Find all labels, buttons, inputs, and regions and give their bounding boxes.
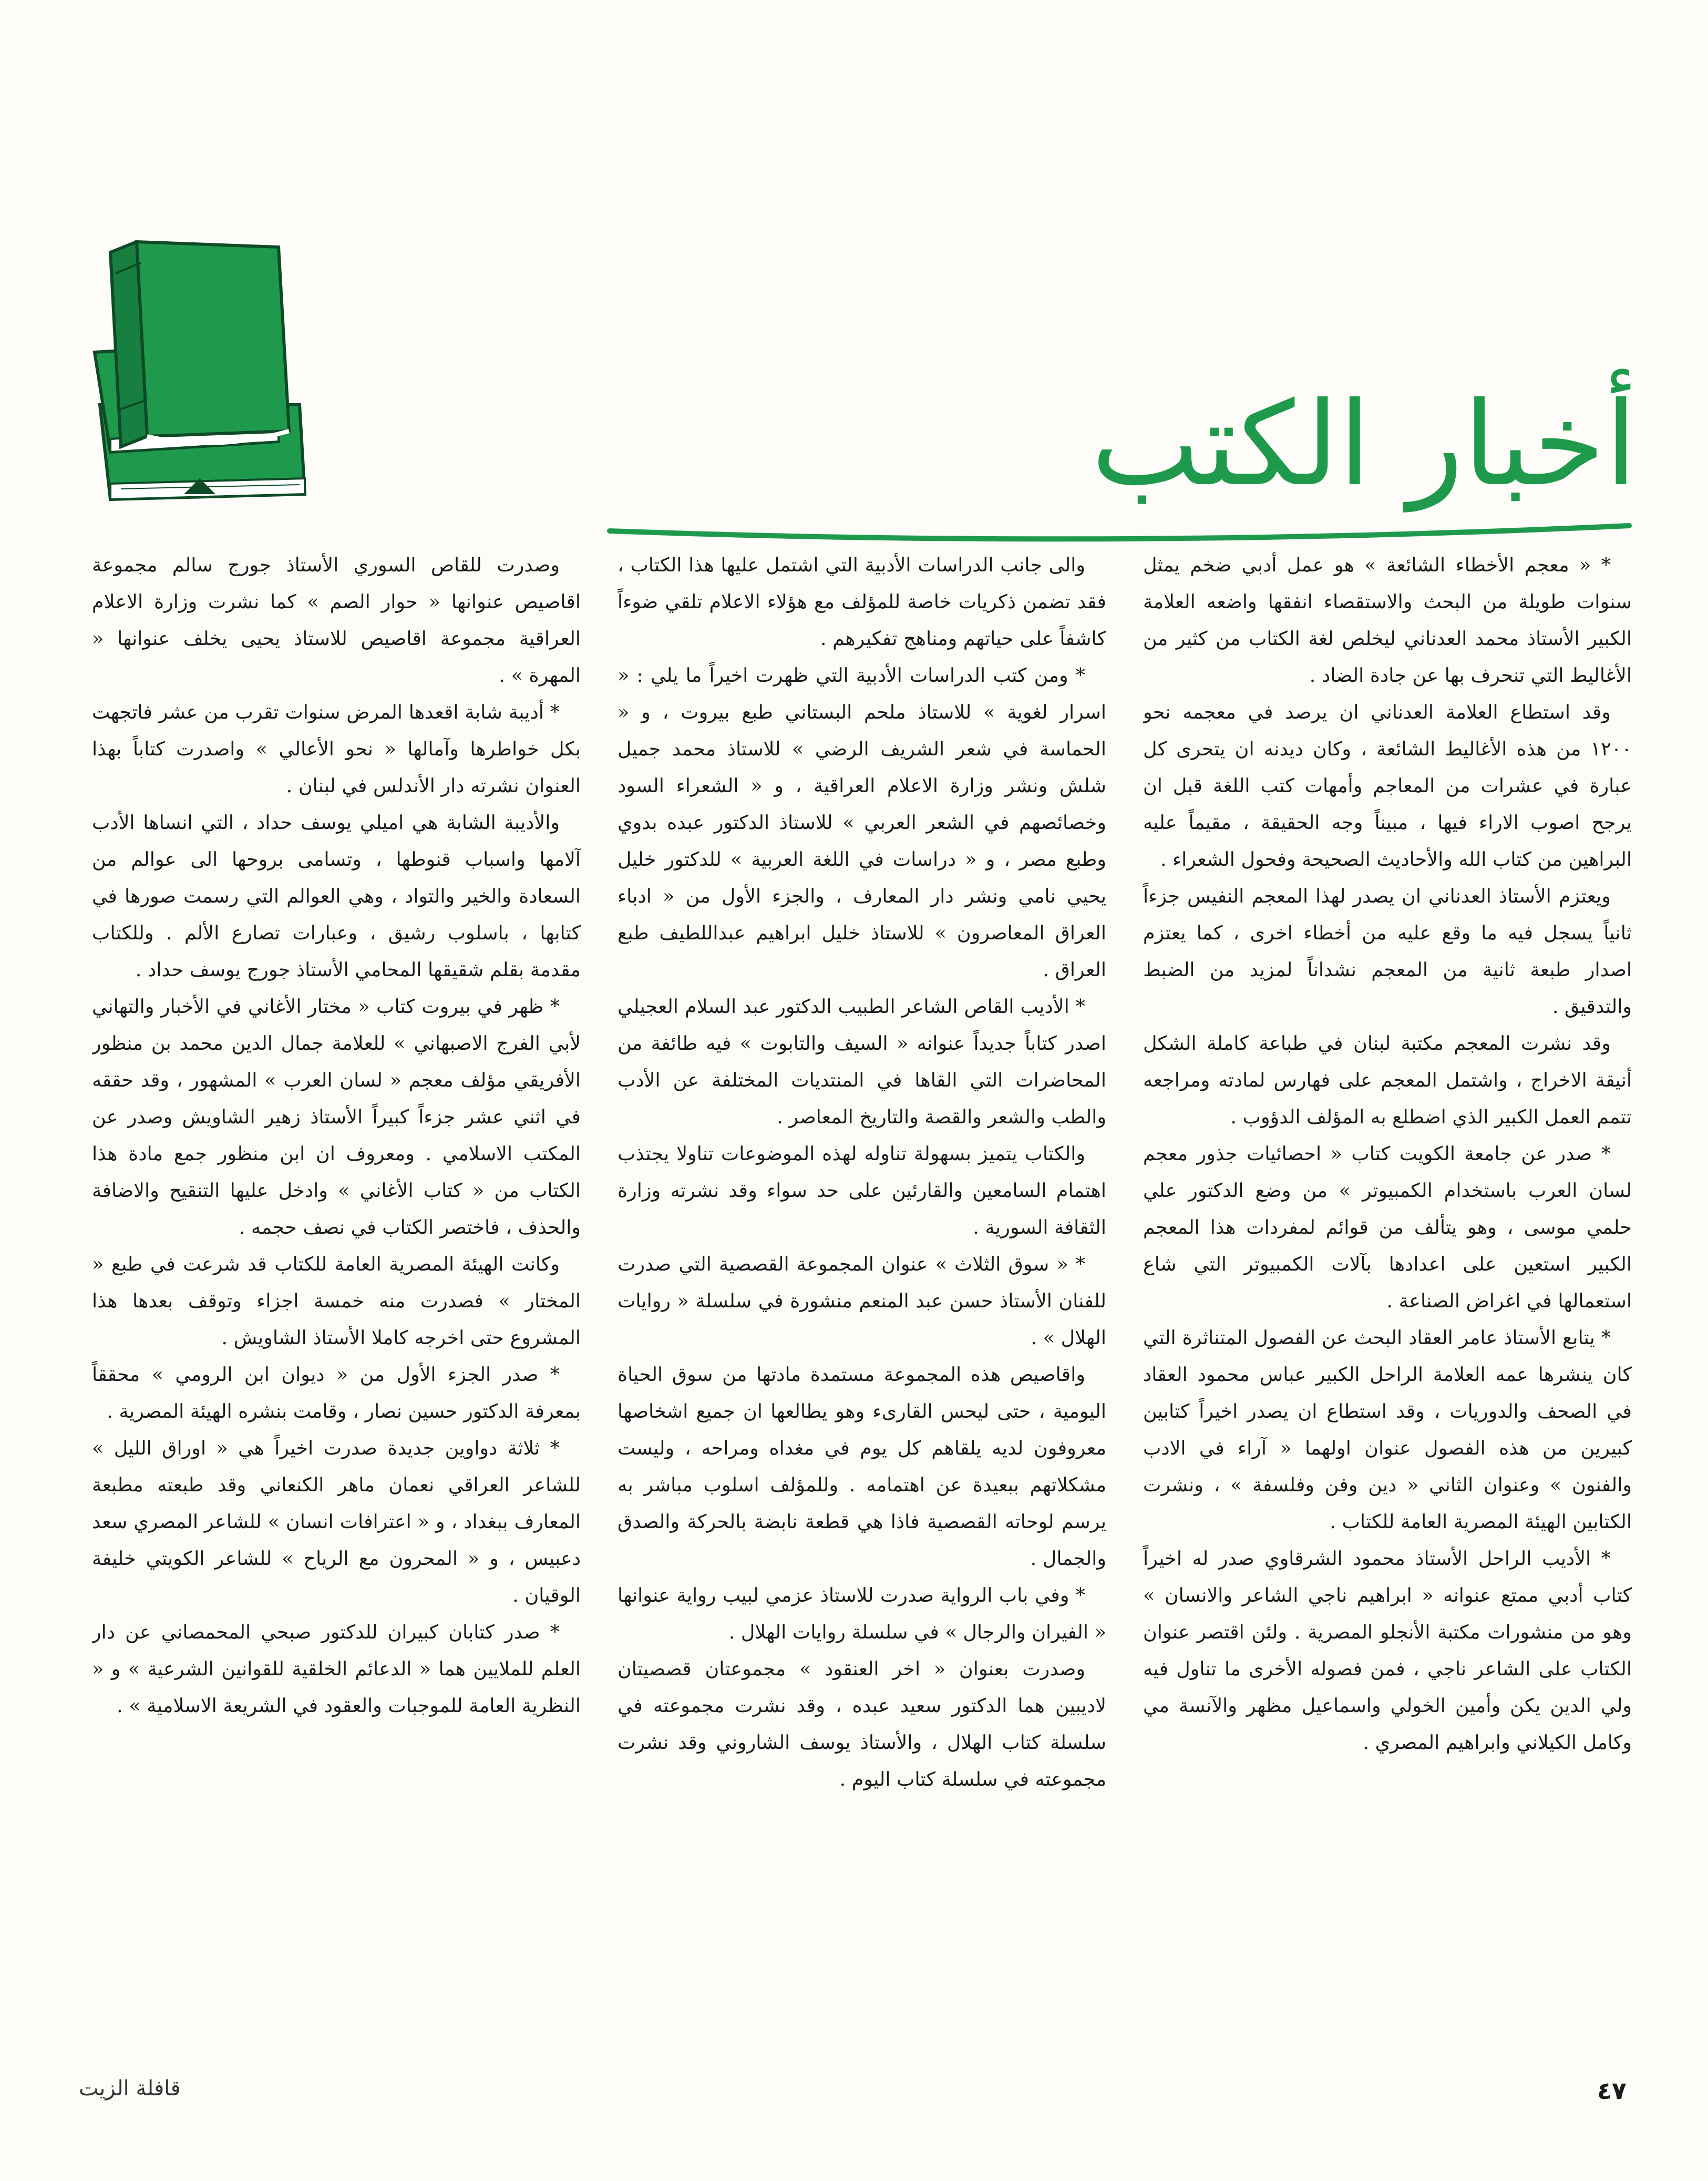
paragraph: والأديبة الشابة هي اميلي يوسف حداد ، التي انساها الأدب آلامها واسباب قنوطها ، وتسامى بروحها الى عوالم من السعادة والخير والتواد ، وهي العوالم التي رسمت صورها في كتابها ، باسلوب رشيق ، وعبارات تصارع الألم . وللكتاب مقدمة بقلم شقيقها المحامي الأستاذ جورج يوسف حداد . xyxy=(92,811,581,981)
paragraph: * يتابع الأستاذ عامر العقاد البحث عن الفصول المتناثرة التي كان ينشرها عمه العلامة الراحل الكبير عباس محمود العقاد في الصحف والدوريات ، وقد استطاع ان يصدر اخيراً كتابين كبيرين من هذه الفصول عنوان اولهما « آراء في الادب والفنون » وعنوان الثاني « دين وفن وفلسفة » ، ونشرت الكتابين الهيئة المصرية العامة للكتاب . xyxy=(1143,1326,1632,1533)
paragraph: واقاصيص هذه المجموعة مستمدة مادتها من سوق الحياة اليومية ، حتى ليحس القارىء وهو يطالعها ان جميع اشخاصها معروفون لديه يلقاهم كل يوم في مغداه ومراحه ، وليست مشكلاتهم ببعيدة عن اهتمامه . وللمؤلف اسلوب مباشر به يرسم لوحاته القصصية فاذا هي قطعة نابضة بالحركة والصدق والجمال . xyxy=(618,1363,1106,1570)
paragraph: والى جانب الدراسات الأدبية التي اشتمل عليها هذا الكتاب ، فقد تضمن ذكريات خاصة للمؤلف مع هؤلاء الاعلام تلقي ضوءاً كاشفاً على حياتهم ومناهج تفكيرهم . xyxy=(618,554,1106,650)
paragraph: * « معجم الأخطاء الشائعة » هو عمل أدبي ضخم يمثل سنوات طويلة من البحث والاستقصاء انفقها واضعه العلامة الكبير الأستاذ محمد العدناني ليخلص لغة الكتاب من كثير من الأغاليط التي تنحرف بها عن جادة الضاد . xyxy=(1143,554,1632,687)
paragraph: وقد استطاع العلامة العدناني ان يرصد في معجمه نحو ١٢٠٠ من هذه الأغاليط الشائعة ، وكان ديدنه ان يتحرى كل عبارة في عشرات من المعاجم وأمهات كتب اللغة قبل ان يرجح اصوب الاراء فيها ، مبيناً وجه الحقيقة ، مقيماً عليه البراهين من كتاب الله والأحاديث الصحيحة وفحول الشعراء . xyxy=(1143,701,1632,871)
page-number: ٤٧ xyxy=(1597,2076,1627,2105)
article-column-middle xyxy=(618,547,1106,2055)
title-underline xyxy=(604,505,1634,547)
paragraph: * أديبة شابة اقعدها المرض سنوات تقرب من عشر فاتجهت بكل خواطرها وآمالها « نحو الأعالي » واصدرت كتاباً بهذا العنوان نشرته دار الأندلس في لبنان . xyxy=(92,701,581,797)
article-column-left xyxy=(92,547,581,2055)
paragraph: * صدر كتابان كبيران للدكتور صبحي المحمصاني عن دار العلم للملايين هما « الدعائم الخلقية للقوانين الشرعية » و « النظرية العامة للموجبات والعقود في الشريعة الاسلامية » . xyxy=(92,1621,581,1717)
article-columns xyxy=(92,547,1632,2055)
page-header xyxy=(0,0,1708,526)
paragraph: * الأديب الراحل الأستاذ محمود الشرقاوي صدر له اخيراً كتاب أدبي ممتع عنوانه « ابراهيم ناجي الشاعر والانسان » وهو من منشورات مكتبة الأنجلو المصرية . ولئن اقتصر عنوان الكتاب على الشاعر ناجي ، فمن فصوله الأخرى ما تناول فيه ولي الدين يكن وأمين الخولي واسماعيل مظهر والآنسة مي وكامل الكيلاني وابراهيم المصري . xyxy=(1143,1547,1632,1754)
paragraph: وصدرت بعنوان « اخر العنقود » مجموعتان قصصيتان لاديبين هما الدكتور سعيد عبده ، وقد نشرت مجموعته في سلسلة كتاب الهلال ، والأستاذ يوسف الشاروني وقد نشرت مجموعته في سلسلة كتاب اليوم . xyxy=(618,1657,1106,1790)
paragraph: * ومن كتب الدراسات الأدبية التي ظهرت اخيراً ما يلي : « اسرار لغوية » للاستاذ ملحم البستاني طبع بيروت ، و « الحماسة في شعر الشريف الرضي » للاستاذ محمد جميل شلش ونشر وزارة الاعلام العراقية ، و « الشعراء السود وخصائصهم في الشعر العربي » للاستاذ الدكتور عبده بدوي وطبع مصر ، و « دراسات في اللغة العربية » للدكتور خليل يحيي نامي ونشر دار المعارف ، والجزء الأول من « ادباء العراق المعاصرون » للاستاذ خليل ابراهيم عبداللطيف طبع العراق . xyxy=(618,664,1106,981)
paragraph: وكانت الهيئة المصرية العامة للكتاب قد شرعت في طبع « المختار » فصدرت منه خمسة اجزاء وتوقف بعدها هذا المشروع حتى اخرجه كاملا الأستاذ الشاويش . xyxy=(92,1253,581,1349)
book-stack-icon xyxy=(79,231,310,505)
paragraph: * صدر عن جامعة الكويت كتاب « احصائيات جذور معجم لسان العرب باستخدام الكمبيوتر » من وضع الدكتور علي حلمي موسى ، وهو يتألف من قوائم لمفردات هذا المعجم الكبير استعين على اعدادها بآلات الكمبيوتر التي شاع استعمالها في اغراض الصناعة . xyxy=(1143,1142,1632,1312)
paragraph: * ظهر في بيروت كتاب « مختار الأغاني في الأخبار والتهاني لأبي الفرج الاصبهاني » للعلامة جمال الدين محمد بن منظور الأفريقي مؤلف معجم « لسان العرب » المشهور ، وقد حققه في اثني عشر جزءاً كبيراً الأستاذ زهير الشاويش وصدر عن المكتب الاسلامي . ومعروف ان ابن منظور جمع مادة هذا الكتاب من « كتاب الأغاني » وادخل عليها التنقيح والاضافة والحذف ، فاختصر الكتاب في نصف حجمه . xyxy=(92,995,581,1238)
paragraph: ويعتزم الأستاذ العدناني ان يصدر لهذا المعجم النفيس جزءاً ثانياً يسجل فيه ما وقع عليه من أخطاء اخرى ، كما يعتزم اصدار طبعة ثانية من المعجم نشداناً لمزيد من الضبط والتدقيق . xyxy=(1143,885,1632,1018)
article-column-right xyxy=(1143,547,1632,2055)
paragraph: * الأديب القاص الشاعر الطبيب الدكتور عبد السلام العجيلي اصدر كتاباً جديداً عنوانه « السيف والتابوت » فيه طائفة من المحاضرات التي القاها في المنتديات المختلفة عن الأدب والطب والشعر والقصة والتاريخ المعاصر . xyxy=(618,995,1106,1128)
page-title: أخبار الكتب xyxy=(1091,377,1637,511)
paragraph: والكتاب يتميز بسهولة تناوله لهذه الموضوعات تناولا يجتذب اهتمام السامعين والقارئين على حد سواء وقد نشرته وزارة الثقافة السورية . xyxy=(618,1142,1106,1238)
paragraph: وقد نشرت المعجم مكتبة لبنان في طباعة كاملة الشكل أنيقة الاخراج ، واشتمل المعجم على فهارس لمادته ومراجعه تتمم العمل الكبير الذي اضطلع به المؤلف الدؤوب . xyxy=(1143,1032,1632,1128)
paragraph: وصدرت للقاص السوري الأستاذ جورج سالم مجموعة اقاصيص عنوانها « حوار الصم » كما نشرت وزارة الاعلام العراقية مجموعة اقاصيص للاستاذ يحيى يخلف عنوانها « المهرة » . xyxy=(92,554,581,687)
paragraph: * ثلاثة دواوين جديدة صدرت اخيراً هي « اوراق الليل » للشاعر العراقي نعمان ماهر الكنعاني وقد طبعته مطبعة المعارف ببغداد ، و « اعترافات انسان » للشاعر المصري سعد دعبيس ، و « المحرون مع الرياح » للشاعر الكويتي خليفة الوقيان . xyxy=(92,1437,581,1606)
paragraph: * « سوق الثلاث » عنوان المجموعة القصصية التي صدرت للفنان الأستاذ حسن عبد المنعم منشورة في سلسلة « روايات الهلال » . xyxy=(618,1253,1106,1349)
magazine-name: قافلة الزيت xyxy=(79,2076,181,2101)
paragraph: * صدر الجزء الأول من « ديوان ابن الرومي » محققاً بمعرفة الدكتور حسين نصار ، وقامت بنشره الهيئة المصرية . xyxy=(92,1363,581,1422)
paragraph: * وفي باب الرواية صدرت للاستاذ عزمي لبيب رواية عنوانها « الفيران والرجال » في سلسلة روايات الهلال . xyxy=(618,1584,1106,1643)
